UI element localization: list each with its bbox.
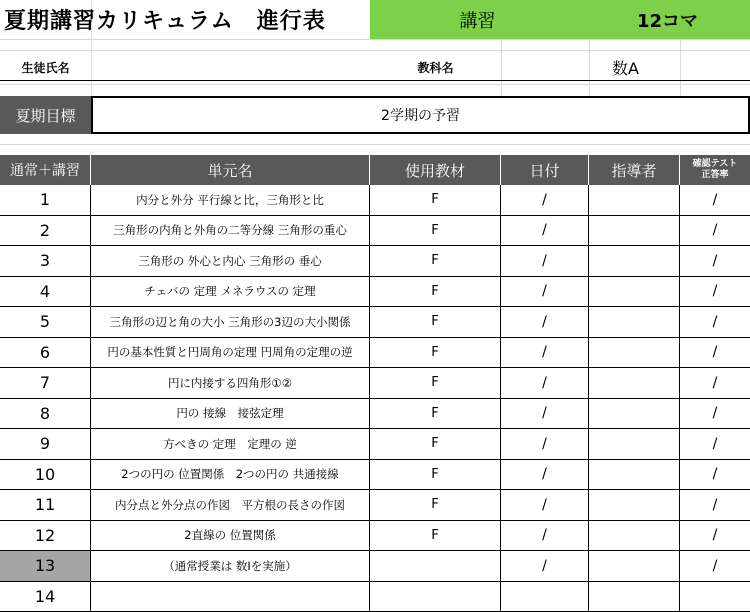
instructor-cell[interactable] xyxy=(589,460,680,490)
gridline xyxy=(0,39,750,40)
date-cell[interactable]: / xyxy=(501,429,589,459)
instructor-cell[interactable] xyxy=(589,490,680,520)
date-cell[interactable]: / xyxy=(501,277,589,307)
confirm-test-cell[interactable]: / xyxy=(680,551,750,581)
table-row xyxy=(0,307,750,338)
instructor-cell[interactable] xyxy=(589,368,680,398)
material-cell[interactable]: F xyxy=(370,338,501,368)
confirm-test-cell[interactable]: / xyxy=(680,277,750,307)
table-row xyxy=(0,582,750,612)
date-cell[interactable]: / xyxy=(501,216,589,246)
material-cell[interactable] xyxy=(370,582,501,612)
subject-label: 教科名 xyxy=(370,54,501,80)
confirm-test-cell[interactable]: / xyxy=(680,216,750,246)
date-cell[interactable]: / xyxy=(501,185,589,215)
confirm-test-cell[interactable]: / xyxy=(680,429,750,459)
unit-name-cell[interactable]: 円に内接する四角形①② xyxy=(91,368,370,398)
col-header-unit: 単元名 xyxy=(91,155,370,185)
table-row xyxy=(0,185,750,216)
session-count: 12コマ xyxy=(585,0,750,39)
table-row xyxy=(0,521,750,552)
table-row xyxy=(0,338,750,369)
confirm-test-cell[interactable]: / xyxy=(680,307,750,337)
summer-goal-label: 夏期目標 xyxy=(0,96,91,134)
col-header-material: 使用教材 xyxy=(370,155,501,185)
table-row xyxy=(0,490,750,521)
material-cell[interactable]: F xyxy=(370,277,501,307)
material-cell[interactable]: F xyxy=(370,429,501,459)
row-number: 10 xyxy=(0,460,91,490)
row-number: 5 xyxy=(0,307,91,337)
unit-name-cell[interactable]: 内分点と外分点の作図 平方根の長さの作図 xyxy=(91,490,370,520)
divider xyxy=(0,80,750,81)
row-number: 4 xyxy=(0,277,91,307)
table-row xyxy=(0,460,750,491)
unit-name-cell[interactable]: 方べきの 定理 定理の 逆 xyxy=(91,429,370,459)
confirm-test-cell[interactable]: / xyxy=(680,246,750,276)
course-type-label: 講習 xyxy=(370,0,585,39)
date-cell[interactable]: / xyxy=(501,368,589,398)
confirm-test-cell[interactable]: / xyxy=(680,399,750,429)
row-number: 6 xyxy=(0,338,91,368)
row-number: 1 xyxy=(0,185,91,215)
instructor-cell[interactable] xyxy=(589,429,680,459)
material-cell[interactable] xyxy=(370,551,501,581)
row-number: 11 xyxy=(0,490,91,520)
row-number: 14 xyxy=(0,582,91,612)
confirm-test-cell[interactable]: / xyxy=(680,338,750,368)
confirm-test-cell[interactable] xyxy=(680,582,750,612)
instructor-cell[interactable] xyxy=(589,521,680,551)
col-header-confirm-line1: 確認テスト xyxy=(693,159,738,170)
date-cell[interactable]: / xyxy=(501,521,589,551)
unit-name-cell[interactable]: 2つの円の 位置関係 2つの円の 共通接線 xyxy=(91,460,370,490)
instructor-cell[interactable] xyxy=(589,582,680,612)
instructor-cell[interactable] xyxy=(589,246,680,276)
table-row xyxy=(0,246,750,277)
date-cell[interactable]: / xyxy=(501,460,589,490)
subject-value[interactable]: 数A xyxy=(501,54,750,80)
material-cell[interactable]: F xyxy=(370,307,501,337)
confirm-test-cell[interactable]: / xyxy=(680,368,750,398)
date-cell[interactable]: / xyxy=(501,338,589,368)
date-cell[interactable] xyxy=(501,582,589,612)
material-cell[interactable]: F xyxy=(370,185,501,215)
instructor-cell[interactable] xyxy=(589,216,680,246)
material-cell[interactable]: F xyxy=(370,368,501,398)
gridline xyxy=(0,84,750,85)
confirm-test-cell[interactable]: / xyxy=(680,185,750,215)
summer-goal-value[interactable]: 2学期の予習 xyxy=(91,96,750,134)
table-row xyxy=(0,429,750,460)
unit-name-cell[interactable]: 三角形の辺と角の大小 三角形の3辺の大小関係 xyxy=(91,307,370,337)
unit-name-cell[interactable]: 2直線の 位置関係 xyxy=(91,521,370,551)
confirm-test-cell[interactable]: / xyxy=(680,521,750,551)
sheet-title: 夏期講習カリキュラム 進行表 xyxy=(4,4,326,35)
unit-name-cell[interactable]: チェバの 定理 メネラウスの 定理 xyxy=(91,277,370,307)
gridline xyxy=(0,50,750,51)
date-cell[interactable]: / xyxy=(501,399,589,429)
table-row xyxy=(0,216,750,247)
row-number: 12 xyxy=(0,521,91,551)
instructor-cell[interactable] xyxy=(589,185,680,215)
instructor-cell[interactable] xyxy=(589,399,680,429)
col-header-confirm-line2: 正答率 xyxy=(701,170,728,181)
table-row xyxy=(0,551,750,582)
row-number: 3 xyxy=(0,246,91,276)
material-cell[interactable]: F xyxy=(370,521,501,551)
col-header-no: 通常＋講習 xyxy=(0,155,91,185)
unit-name-cell[interactable] xyxy=(91,582,370,612)
col-header-confirm xyxy=(680,155,750,185)
gridline xyxy=(0,144,750,145)
student-name-label: 生徒氏名 xyxy=(0,54,91,80)
date-cell[interactable]: / xyxy=(501,246,589,276)
unit-name-cell[interactable]: （通常授業は 数Iを実施） xyxy=(91,551,370,581)
row-number: 2 xyxy=(0,216,91,246)
instructor-cell[interactable] xyxy=(589,307,680,337)
unit-name-cell[interactable]: 三角形の内角と外角の二等分線 三角形の重心 xyxy=(91,216,370,246)
row-number: 8 xyxy=(0,399,91,429)
material-cell[interactable]: F xyxy=(370,460,501,490)
material-cell[interactable]: F xyxy=(370,490,501,520)
row-number: 9 xyxy=(0,429,91,459)
row-number: 7 xyxy=(0,368,91,398)
date-cell[interactable]: / xyxy=(501,551,589,581)
confirm-test-cell[interactable]: / xyxy=(680,460,750,490)
material-cell[interactable]: F xyxy=(370,399,501,429)
instructor-cell[interactable] xyxy=(589,338,680,368)
col-header-instructor: 指導者 xyxy=(589,155,680,185)
col-header-date: 日付 xyxy=(501,155,589,185)
unit-name-cell[interactable]: 円の 接線 接弦定理 xyxy=(91,399,370,429)
date-cell[interactable]: / xyxy=(501,490,589,520)
student-name-field[interactable] xyxy=(91,54,370,80)
table-row xyxy=(0,368,750,399)
unit-name-cell[interactable]: 円の基本性質と円周角の定理 円周角の定理の逆 xyxy=(91,338,370,368)
table-row xyxy=(0,277,750,308)
material-cell[interactable]: F xyxy=(370,246,501,276)
material-cell[interactable]: F xyxy=(370,216,501,246)
unit-name-cell[interactable]: 三角形の 外心と内心 三角形の 垂心 xyxy=(91,246,370,276)
table-row xyxy=(0,399,750,430)
unit-name-cell[interactable]: 内分と外分 平行線と比，三角形と比 xyxy=(91,185,370,215)
date-cell[interactable]: / xyxy=(501,307,589,337)
instructor-cell[interactable] xyxy=(589,277,680,307)
row-number: 13 xyxy=(0,551,91,581)
instructor-cell[interactable] xyxy=(589,551,680,581)
confirm-test-cell[interactable]: / xyxy=(680,490,750,520)
